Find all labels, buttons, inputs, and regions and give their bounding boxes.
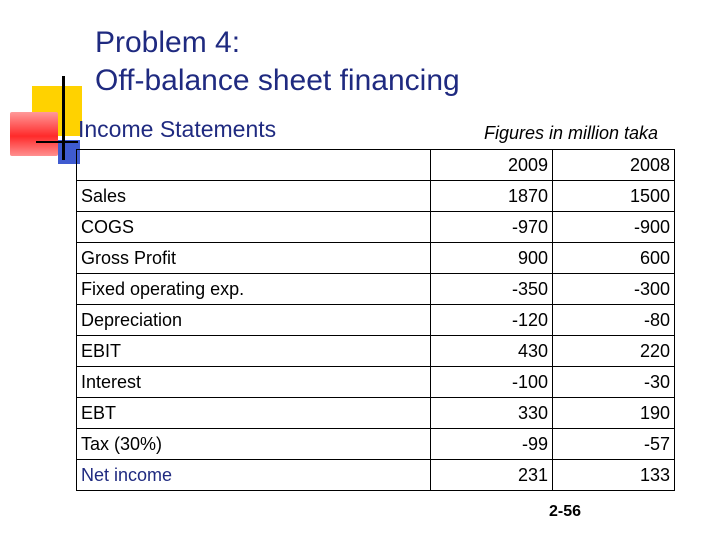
- row-label: Gross Profit: [77, 243, 431, 274]
- row-label: Depreciation: [77, 305, 431, 336]
- row-value-2009: -100: [431, 367, 553, 398]
- row-label: EBT: [77, 398, 431, 429]
- row-value-2009: 430: [431, 336, 553, 367]
- row-value-2008: -900: [553, 212, 675, 243]
- row-value-2009: -970: [431, 212, 553, 243]
- row-label: Tax (30%): [77, 429, 431, 460]
- table-header-row: [77, 150, 675, 181]
- income-statement-table: [76, 149, 675, 491]
- table-row-sales: [77, 181, 675, 212]
- row-label: EBIT: [77, 336, 431, 367]
- row-label: Sales: [77, 181, 431, 212]
- table-row-net-income: [77, 460, 675, 491]
- row-label: Fixed operating exp.: [77, 274, 431, 305]
- row-value-2008: 600: [553, 243, 675, 274]
- row-value-2009: 1870: [431, 181, 553, 212]
- header-cell-label: [77, 150, 431, 181]
- slide-title-line-2: Off-balance sheet financing: [95, 64, 460, 97]
- table-row-ebt: [77, 398, 675, 429]
- row-value-2008: -300: [553, 274, 675, 305]
- row-value-2008: -30: [553, 367, 675, 398]
- row-value-2009: 330: [431, 398, 553, 429]
- page-number: 2-56: [549, 503, 582, 520]
- header-cell-2009: 2009: [431, 150, 553, 181]
- table-row-ebit: [77, 336, 675, 367]
- row-value-2009: -99: [431, 429, 553, 460]
- table-row-interest: [77, 367, 675, 398]
- decor-red-square: [10, 112, 58, 156]
- slide-title-line-1: Problem 4:: [95, 26, 241, 59]
- table-row-fixed-operating-exp: [77, 274, 675, 305]
- row-value-2008: 190: [553, 398, 675, 429]
- table-row-tax: [77, 429, 675, 460]
- row-value-2008: -80: [553, 305, 675, 336]
- row-label: COGS: [77, 212, 431, 243]
- decor-horizontal-line: [36, 141, 78, 143]
- row-label: Interest: [77, 367, 431, 398]
- table-row-depreciation: [77, 305, 675, 336]
- row-value-2008: 220: [553, 336, 675, 367]
- row-label: Net income: [77, 460, 431, 491]
- row-value-2009: -350: [431, 274, 553, 305]
- section-heading: Income Statements: [78, 116, 277, 142]
- table-row-cogs: [77, 212, 675, 243]
- row-value-2009: 900: [431, 243, 553, 274]
- decor-vertical-line: [62, 76, 65, 160]
- header-cell-2008: 2008: [553, 150, 675, 181]
- slide-title: [95, 24, 695, 100]
- row-value-2009: -120: [431, 305, 553, 336]
- row-value-2008: 1500: [553, 181, 675, 212]
- row-value-2008: 133: [553, 460, 675, 491]
- row-value-2008: -57: [553, 429, 675, 460]
- units-note: Figures in million taka: [484, 123, 659, 143]
- row-value-2009: 231: [431, 460, 553, 491]
- table-row-gross-profit: [77, 243, 675, 274]
